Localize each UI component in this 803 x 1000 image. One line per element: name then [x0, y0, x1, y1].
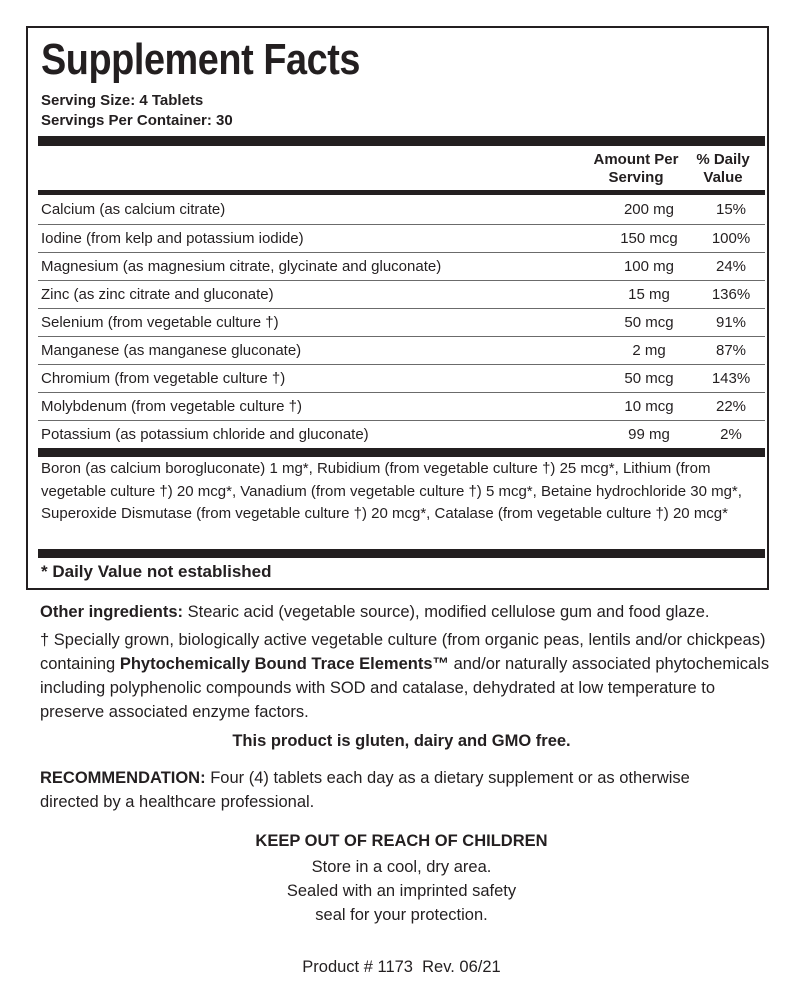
nutrient-daily-value: 15%: [715, 201, 747, 218]
nutrient-row: [41, 337, 765, 364]
nutrient-row: [41, 225, 765, 252]
allergen-statement: This product is gluten, dairy and GMO free.: [232, 732, 571, 750]
nutrient-name: Chromium (from vegetable culture †): [41, 370, 286, 387]
nutrient-row: [41, 309, 765, 336]
nutrient-name: Zinc (as zinc citrate and gluconate): [41, 286, 274, 303]
storage-line: Store in a cool, dry area.: [311, 858, 492, 876]
nutrient-row: [41, 196, 765, 223]
culture-note-text-a: † Specially grown, biologically active vegetable culture (from organic peas, lentils and/or chickpeas) containing: [40, 631, 766, 673]
nutrient-row: [41, 281, 765, 308]
nutrient-amount: 50 mcg: [624, 370, 674, 387]
storage-line: Sealed with an imprinted safety: [286, 882, 517, 900]
thick-rule-top: [38, 136, 765, 146]
nutrient-amount: 10 mcg: [624, 398, 674, 415]
servings-per-container: Servings Per Container: 30: [41, 112, 233, 129]
nutrient-daily-value: 91%: [715, 314, 747, 331]
culture-note-trademark: Phytochemically Bound Trace Elements™: [119, 655, 449, 673]
thick-rule-middle: [38, 448, 765, 457]
recommendation: [40, 766, 740, 814]
nutrient-daily-value: 136%: [711, 286, 751, 303]
recommendation-label: RECOMMENDATION:: [40, 769, 206, 787]
nutrient-row: [41, 253, 765, 280]
nutrient-daily-value: 143%: [711, 370, 751, 387]
rule-under-header: [38, 190, 765, 195]
culture-note: [40, 628, 780, 724]
other-ingredients-text: Stearic acid (vegetable source), modified cellulose gum and food glaze.: [183, 603, 710, 621]
nutrient-amount: 15 mg: [628, 286, 670, 303]
nutrient-amount: 200 mg: [623, 201, 675, 218]
nutrient-amount: 150 mcg: [620, 230, 678, 247]
nutrient-amount: 50 mcg: [624, 314, 674, 331]
nutrient-daily-value: 87%: [715, 342, 747, 359]
product-number: Product # 1173 Rev. 06/21: [302, 958, 501, 976]
amount-per-serving-header: Amount Per Serving: [593, 151, 679, 186]
nutrient-row: [41, 393, 765, 420]
nutrient-row: [41, 365, 765, 392]
nutrient-daily-value: 100%: [711, 230, 751, 247]
serving-size: Serving Size: 4 Tablets: [41, 92, 204, 109]
storage-line: seal for your protection.: [315, 906, 488, 924]
nutrient-daily-value: 24%: [715, 258, 747, 275]
other-ingredients: [40, 600, 780, 624]
daily-value-header: % Daily Value: [696, 151, 750, 186]
nutrient-name: Magnesium (as magnesium citrate, glycinate and gluconate): [41, 258, 442, 275]
nutrient-amount: 2 mg: [632, 342, 666, 359]
nutrient-name: Molybdenum (from vegetable culture †): [41, 398, 302, 415]
nutrient-amount: 100 mg: [623, 258, 675, 275]
nutrient-amount: 99 mg: [628, 426, 670, 443]
nutrient-name: Manganese (as manganese gluconate): [41, 342, 302, 359]
nutrient-name: Iodine (from kelp and potassium iodide): [41, 230, 304, 247]
other-ingredients-label: Other ingredients:: [40, 603, 184, 621]
nutrient-daily-value: 22%: [715, 398, 747, 415]
thick-rule-bottom: [38, 549, 765, 558]
keep-out-warning: KEEP OUT OF REACH OF CHILDREN: [255, 832, 548, 850]
daily-value-footnote: * Daily Value not established: [41, 562, 272, 581]
nutrient-daily-value: 2%: [720, 426, 742, 443]
nutrient-name: Selenium (from vegetable culture †): [41, 314, 279, 331]
nutrient-name: Calcium (as calcium citrate): [41, 201, 226, 218]
other-nutrients-text: Boron (as calcium borogluconate) 1 mg*, Rubidium (from vegetable culture †) 25 mcg*, Lithium (from vegetable culture †) 20 mcg*, Vanadium (from vegetable culture †) 5 mcg*, Betaine hydrochloride 30 mg*, Superoxide Dismutase (from vegetable culture †) 20 mcg*, Catalase (from vegetable culture †) 20 mcg*: [41, 460, 742, 522]
nutrient-row: [41, 421, 765, 448]
panel-title: Supplement Facts: [41, 35, 361, 84]
recommendation-text: Four (4) tablets each day as a dietary supplement or as otherwise directed by a healthcare professional.: [40, 769, 690, 811]
nutrient-name: Potassium (as potassium chloride and gluconate): [41, 426, 369, 443]
supplement-facts-panel: [26, 26, 769, 590]
culture-note-text-b: and/or naturally associated phytochemicals including polyphenolic compounds with SOD and catalase, dehydrated at low temperature to preserve associated enzyme factors.: [40, 655, 770, 721]
